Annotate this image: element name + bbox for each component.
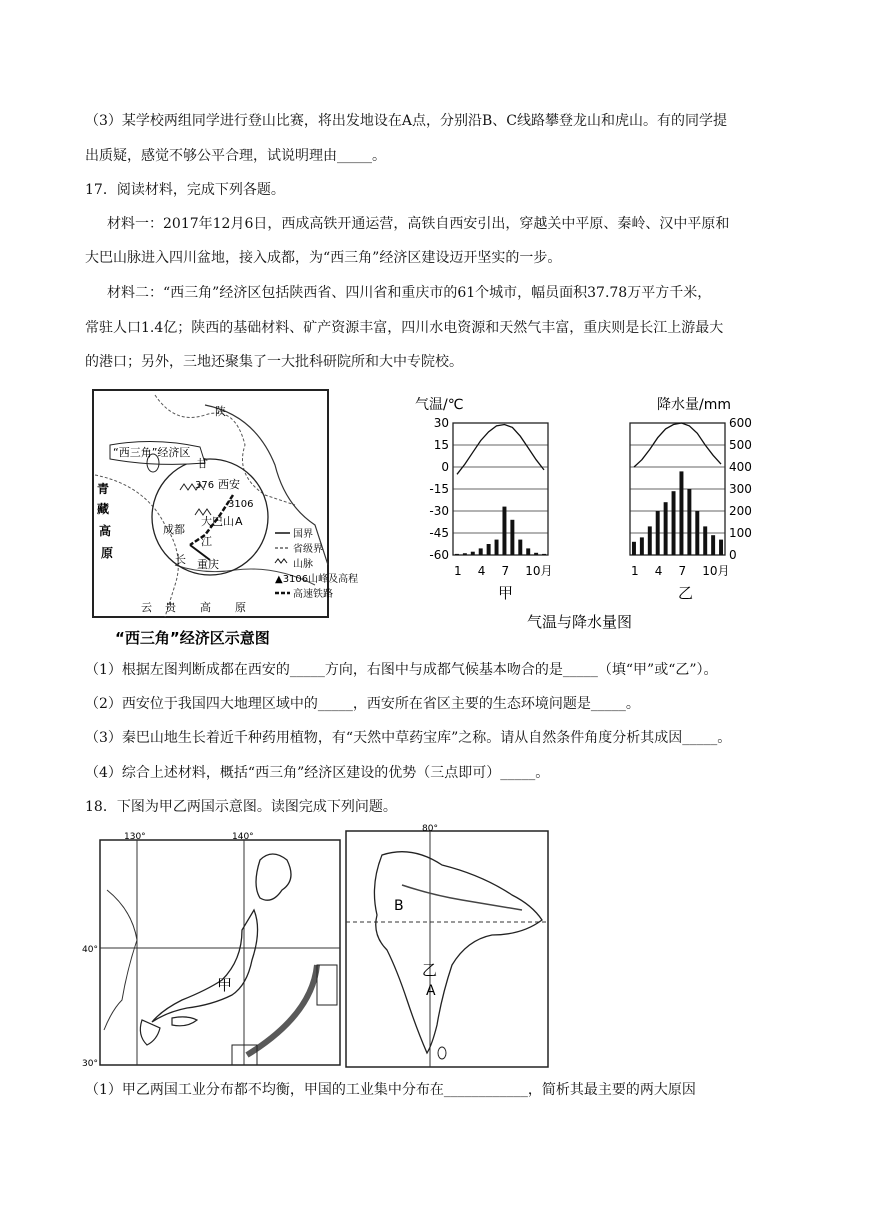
precip-bar xyxy=(526,548,530,555)
legend-shengjijie: 省级界 xyxy=(293,544,323,555)
legend-shanmai: 山脉 xyxy=(293,559,313,570)
map-label-gao2: 高 xyxy=(200,601,211,614)
climate-caption: 气温与降水量图 xyxy=(527,613,633,631)
map-label-yun: 云 xyxy=(141,601,152,614)
tick-label: 100 xyxy=(729,526,752,540)
map-label-shaan: 陕 xyxy=(215,405,226,418)
jp-lon-140: 140° xyxy=(232,832,254,842)
map-label-376: 376 xyxy=(195,480,215,491)
map-label-yuan: 原 xyxy=(101,546,114,560)
q17-material1-line1: 材料一：2017年12月6日，西成高铁开通运营，高铁自西安引出，穿越关中平原、秦岭、汉中平原和 xyxy=(107,216,730,232)
chart-a-name: 甲 xyxy=(498,584,514,602)
legend-railway: 高速铁路 xyxy=(293,589,333,600)
japan-map xyxy=(82,830,344,1068)
tick-label: 200 xyxy=(729,504,752,518)
map-label-gao: 高 xyxy=(99,524,112,538)
map-label-chang: 长 xyxy=(175,553,186,566)
precip-bar xyxy=(463,553,467,555)
temp-axis-label: 气温/℃ xyxy=(415,397,464,413)
map-label-zang: 藏 xyxy=(97,502,110,516)
precip-bar xyxy=(518,540,522,555)
tick-label: 500 xyxy=(729,438,752,452)
month-tick: 1 xyxy=(630,564,639,578)
precip-bar xyxy=(711,535,715,555)
map-caption: “西三角”经济区示意图 xyxy=(115,629,270,647)
precip-bar xyxy=(471,552,475,555)
precip-bar xyxy=(656,511,660,555)
jp-lat-30: 30° xyxy=(82,1059,98,1069)
precip-bar xyxy=(695,511,699,555)
chart-yi xyxy=(630,416,752,578)
india-map xyxy=(342,825,552,1070)
tick-label: 400 xyxy=(729,460,752,474)
tick-label: 0 xyxy=(441,460,449,474)
q16-3-line2: 出质疑，感觉不够公平合理，试说明理由_____。 xyxy=(85,148,386,164)
precip-bar xyxy=(495,540,499,555)
precip-bar xyxy=(632,542,636,555)
chart-jia xyxy=(429,416,552,578)
q16-3-line1: （3）某学校两组同学进行登山比赛，将出发地设在A点，分别沿B、C线路攀登龙山和虎山。有的同学提 xyxy=(85,113,728,129)
map-label-gan: 甘 xyxy=(197,457,208,470)
map-label-3106: 3106 xyxy=(228,499,254,510)
precip-bar xyxy=(479,548,483,555)
precip-bar xyxy=(487,544,491,555)
q17-q3: （3）秦巴山地生长着近千种药用植物，有“天然中草药宝库”之称。请从自然条件角度分析其成因_____。 xyxy=(85,730,732,746)
in-label-b: B xyxy=(394,898,404,914)
map-label-jiang: 江 xyxy=(201,535,212,548)
tick-label: 30 xyxy=(433,416,449,430)
legend-guojie: 国界 xyxy=(293,529,313,540)
chart-b-name: 乙 xyxy=(678,584,694,602)
precip-bar xyxy=(672,491,676,555)
precip-bar xyxy=(719,540,723,555)
month-tick: 4 xyxy=(654,564,663,578)
tick-label: -15 xyxy=(429,482,449,496)
tick-label: 0 xyxy=(729,548,737,562)
month-tick: 7 xyxy=(678,564,687,578)
precip-bar xyxy=(510,520,514,555)
tick-label: -60 xyxy=(429,548,449,562)
map-label-chongqing: 重庆 xyxy=(197,558,219,571)
map-region-label: “西三角”经济区 xyxy=(113,446,191,459)
q17-material1-line2: 大巴山脉进入四川盆地，接入成都，为“西三角”经济区建设迈开坚实的一步。 xyxy=(85,250,562,266)
map-label-qing: 青 xyxy=(97,482,110,496)
in-lon-80: 80° xyxy=(422,824,438,834)
tick-label: 15 xyxy=(433,438,449,452)
map-label-gui: 贵 xyxy=(165,601,176,614)
month-tick: 7 xyxy=(501,564,510,578)
q17-material2-line2: 常驻人口1.4亿；陕西的基础材料、矿产资源丰富，四川水电资源和天然气丰富，重庆则是长江上游最大 xyxy=(85,320,724,336)
climate-charts xyxy=(415,385,752,645)
in-label-a: A xyxy=(426,983,436,999)
tick-label: -45 xyxy=(429,526,449,540)
map-label-dabashan: 大巴山 xyxy=(201,515,234,528)
precip-bar xyxy=(542,554,546,555)
tick-label: 600 xyxy=(729,416,752,430)
precip-bar xyxy=(648,526,652,555)
q17-title: 17．阅读材料，完成下列各题。 xyxy=(85,182,285,198)
month-tick: 10月 xyxy=(525,564,553,578)
legend-shanfeng: ▲3106山峰及高程 xyxy=(275,574,359,585)
tick-label: 300 xyxy=(729,482,752,496)
precip-bar xyxy=(687,489,691,555)
q17-material2-line1: 材料二：“西三角”经济区包括陕西省、四川省和重庆市的61个城市，幅员面积37.78万平方千米， xyxy=(107,285,712,301)
in-country-label: 乙 xyxy=(422,961,438,979)
q18-title: 18．下图为甲乙两国示意图。读图完成下列问题。 xyxy=(85,799,397,815)
precip-axis-label: 降水量/mm xyxy=(657,397,731,413)
jp-country-label: 甲 xyxy=(217,976,233,994)
precip-bar xyxy=(703,526,707,555)
map-label-yuan2: 原 xyxy=(235,601,246,614)
month-tick: 1 xyxy=(453,564,462,578)
map-label-xian: 西安 xyxy=(218,478,240,491)
west-triangle-map xyxy=(85,385,410,655)
jp-lon-130: 130° xyxy=(124,832,146,842)
map-label-a: A xyxy=(235,515,243,528)
q18-q1: （1）甲乙两国工业分布都不均衡，甲国的工业集中分布在____________，简析其最主要的两大原因 xyxy=(85,1082,696,1098)
precip-bar xyxy=(640,537,644,555)
q17-q4: （4）综合上述材料，概括“西三角”经济区建设的优势（三点即可）_____。 xyxy=(85,765,550,781)
map-label-chengdu: 成都 xyxy=(163,523,185,536)
tick-label: -30 xyxy=(429,504,449,518)
q17-q2: （2）西安位于我国四大地理区域中的_____，西安所在省区主要的生态环境问题是_____。 xyxy=(85,696,640,712)
precip-bar xyxy=(679,471,683,555)
precip-bar xyxy=(534,553,538,555)
q17-material2-line3: 的港口；另外，三地还聚集了一大批科研院所和大中专院校。 xyxy=(85,354,463,370)
q17-q1: （1）根据左图判断成都在西安的_____方向，右图中与成都气候基本吻合的是_____（填“甲”或“乙”）。 xyxy=(85,662,718,678)
precip-bar xyxy=(502,507,506,555)
precip-bar xyxy=(664,502,668,555)
precip-bar xyxy=(455,554,459,555)
month-tick: 10月 xyxy=(702,564,730,578)
jp-lat-40: 40° xyxy=(82,945,98,955)
month-tick: 4 xyxy=(477,564,486,578)
